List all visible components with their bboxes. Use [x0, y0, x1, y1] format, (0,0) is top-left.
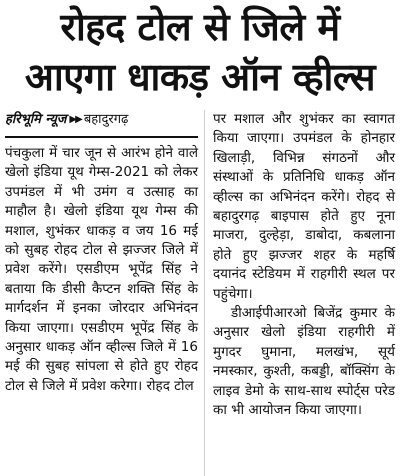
article-column-right — [205, 110, 395, 476]
article-column-left — [5, 110, 205, 476]
headline — [5, 2, 395, 102]
article-paragraph: डीआईपीआरओ बिजेंद्र कुमार के अनुसार खेलो इंडिया राहगीरी में मुगदर घुमाना, मलखंभ, सूर्य नमस्कार, कुश्ती, कबड्डी, बॉक्सिंग के लाइव डेमो के साथ-साथ स्पोर्ट्स परेड का भी आयोजन किया जाएगा। — [213, 305, 395, 419]
article-paragraph: पर मशाल और शुभंकर का स्वागत किया जाएगा। उपमंडल के होनहार खिलाड़ी, विभिन्न संगठनों और संस्थाओं के प्रतिनिधि धाकड़ ऑन व्हील्स का अभिनंदन करेंगे। रोहद से बहादुरगढ़ बाइपास होते हुए नूना माजरा, दुल्हेड़ा, डाबोदा, कबलाना होते हुए झज्जर शहर के महर्षि दयानंद स्टेडियम में राहगीरी स्थल पर पहुंचेगा। — [213, 111, 395, 302]
double-triangle-right-icon: ▶▶ — [69, 114, 81, 125]
byline-place: बहादुरगढ़ — [83, 112, 129, 127]
headline-line-2: आएगा धाकड़ ऑन व्हील्स — [24, 55, 376, 99]
article-paragraph: पंचकुला में चार जून से आरंभ होने वाले खेलो इंडिया यूथ गेम्स-2021 को लेकर उपमंडल में भी उमंग व उत्साह का माहौल है। खेलो इंडिया यूथ गेम्स की मशाल, शुभंकर धाकड़ व जय 16 मई को सुबह रोहद टोल से झज्जर जिले में प्रवेश करेंगे। एसडीएम भूपेंद्र सिंह ने बताया कि डीसी कैप्टन शक्ति सिंह के मार्गदर्शन में इनका जोरदार अभिनंदन किया जाएगा। एसडीएम भूपेंद्र सिंह के अनुसार धाकड़ ऑन व्हील्स जिले में 16 मई की सुबह सांपला से होते हुए रोहद टोल से जिले में प्रवेश करेगा। रोहद टोल — [5, 145, 198, 394]
headline-line-1: रोहद टोल से जिले में — [60, 5, 340, 49]
byline — [5, 110, 198, 138]
article-body — [5, 110, 395, 476]
byline-source: हरिभूमि न्यूज — [5, 112, 67, 127]
